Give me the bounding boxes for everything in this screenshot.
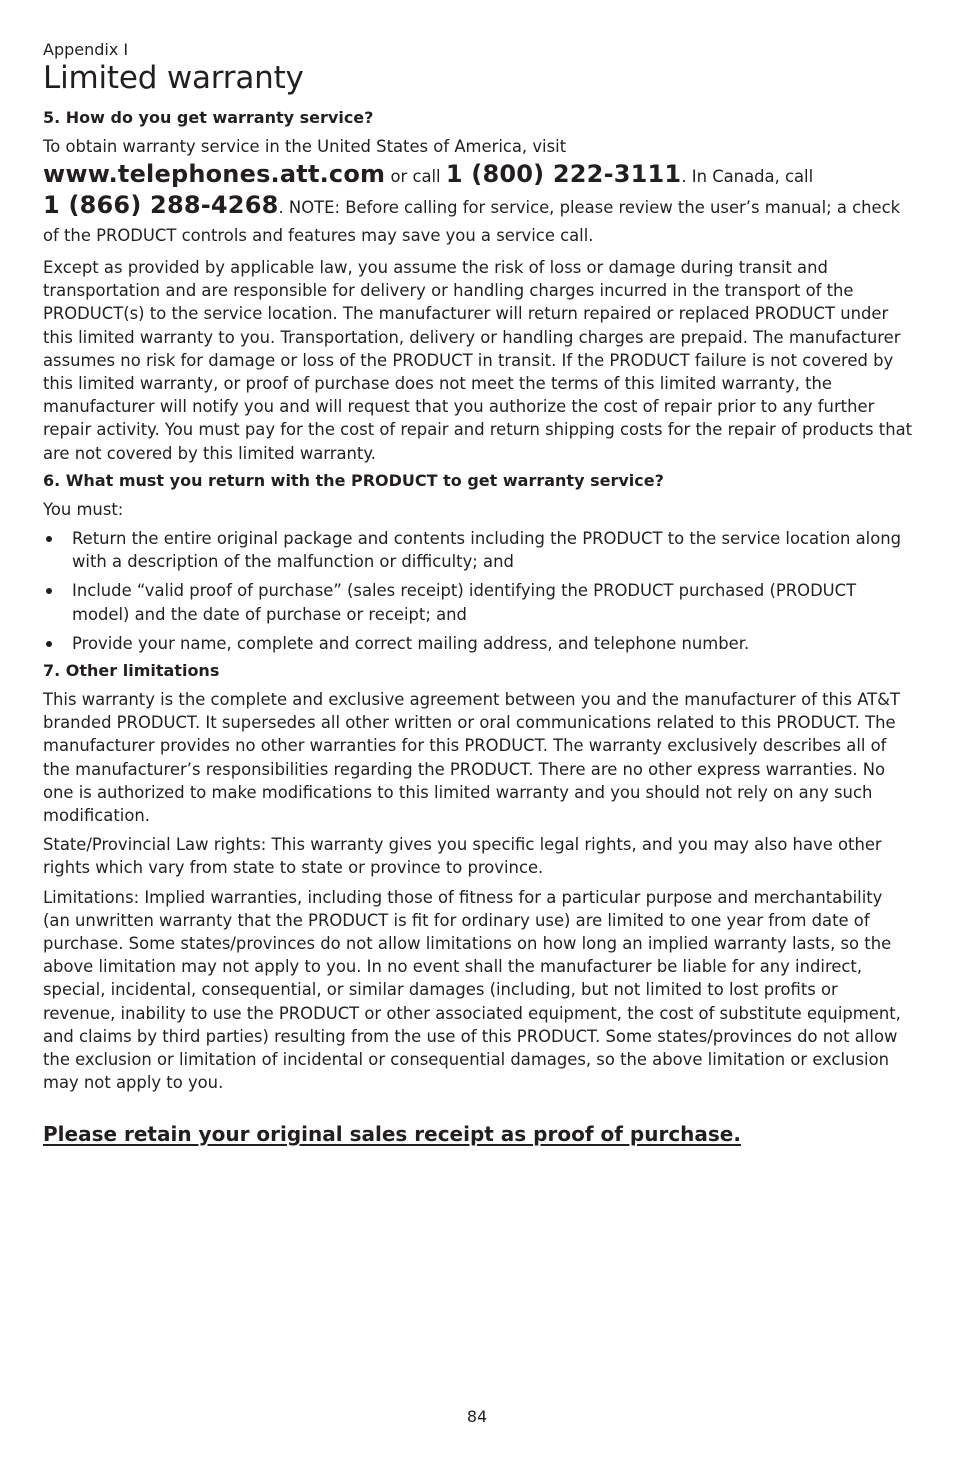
contact-intro: To obtain warranty service in the United States of America, visit — [43, 137, 567, 156]
section-label: Appendix I — [43, 40, 129, 59]
list-item — [43, 527, 913, 573]
website-link[interactable]: www.telephones.att.com — [43, 160, 386, 188]
retain-receipt-notice: Please retain your original sales receipt as proof of purchase. — [43, 1121, 741, 1146]
list-item-text: Provide your name, complete and correct mailing address, and telephone number. — [72, 633, 750, 653]
contact-line-2 — [43, 191, 913, 250]
section-7-paragraph: This warranty is the complete and exclusive agreement between you and the manufacturer of this AT&T branded PRODUCT. It supersedes all other written or oral communications related to this PRODUCT. The manufacturer provides no other warranties for this PRODUCT. The warranty exclusively describes all of the manufacturer’s responsibilities regarding the PRODUCT. There are no other express warranties. No one is authorized to make modifications to this limited warranty and you should not rely on any such modification. — [43, 690, 900, 826]
section-7-paragraph: State/Provincial Law rights: This warranty gives you specific legal rights, and you may also have other rights which vary from state to state or province to province. — [43, 835, 882, 878]
section-6-heading: 6. What must you return with the PRODUCT to get warranty service? — [43, 470, 664, 490]
list-item-text: Return the entire original package and contents including the PRODUCT to the service location along with a description of the malfunction or difficulty; and — [72, 529, 902, 572]
section-7-heading: 7. Other limitations — [43, 661, 220, 681]
canada-phone-number: 1 (866) 288-4268 — [43, 191, 279, 219]
contact-info — [43, 135, 913, 250]
page-number: 84 — [466, 1407, 488, 1426]
document-page — [43, 40, 913, 1147]
in-canada-text: . In Canada, call — [681, 167, 814, 186]
list-item — [43, 632, 913, 655]
bullet-icon — [46, 641, 52, 647]
bullet-icon — [46, 588, 52, 594]
bullet-icon — [46, 536, 52, 542]
service-note: . NOTE: Before calling for service, please review the user’s manual; a check of the PRODUCT controls and features may save you a service call. — [43, 198, 901, 245]
list-item — [43, 579, 913, 625]
us-phone-number: 1 (800) 222-3111 — [445, 160, 682, 188]
section-5-heading: 5. How do you get warranty service? — [43, 108, 374, 127]
or-call-text: or call — [385, 167, 446, 186]
requirements-list — [43, 527, 913, 655]
contact-line-1 — [43, 160, 913, 191]
list-item-text: Include “valid proof of purchase” (sales receipt) identifying the PRODUCT purchased (PRODUCT model) and the date of purchase or receipt; and — [72, 581, 857, 624]
page-title: Limited warranty — [43, 60, 304, 96]
section-5-paragraph: Except as provided by applicable law, you assume the risk of loss or damage during transit and transportation and are responsible for delivery or handling charges incurred in the transport of the PRODUCT(s) to the service location. The manufacturer will return repaired or replaced PRODUCT under this limited warranty to you. Transportation, delivery or handling charges are prepaid. The manufacturer assumes no risk for damage or loss of the PRODUCT in transit. If the PRODUCT failure is not covered by this limited warranty, or proof of purchase does not meet the terms of this limited warranty, the manufacturer will notify you and will request that you authorize the cost of repair prior to any further repair activity. You must pay for the cost of repair and return shipping costs for the repair of products that are not covered by this limited warranty. — [43, 258, 913, 463]
section-7-paragraph: Limitations: Implied warranties, including those of fitness for a particular purpose and merchantability (an unwritten warranty that the PRODUCT is fit for ordinary use) are limited to one year from date of purchase. Some states/provinces do not allow limitations on how long an implied warranty lasts, so the above limitation may not apply to you. In no event shall the manufacturer be liable for any indirect, special, incidental, consequential, or similar damages (including, but not limited to lost profits or revenue, inability to use the PRODUCT or other associated equipment, the cost of substitute equipment, and claims by third parties) resulting from the use of this PRODUCT. Some states/provinces do not allow the exclusion or limitation of incidental or consequential damages, so the above limitation or exclusion may not apply to you. — [43, 887, 901, 1093]
section-6-intro: You must: — [43, 499, 124, 519]
